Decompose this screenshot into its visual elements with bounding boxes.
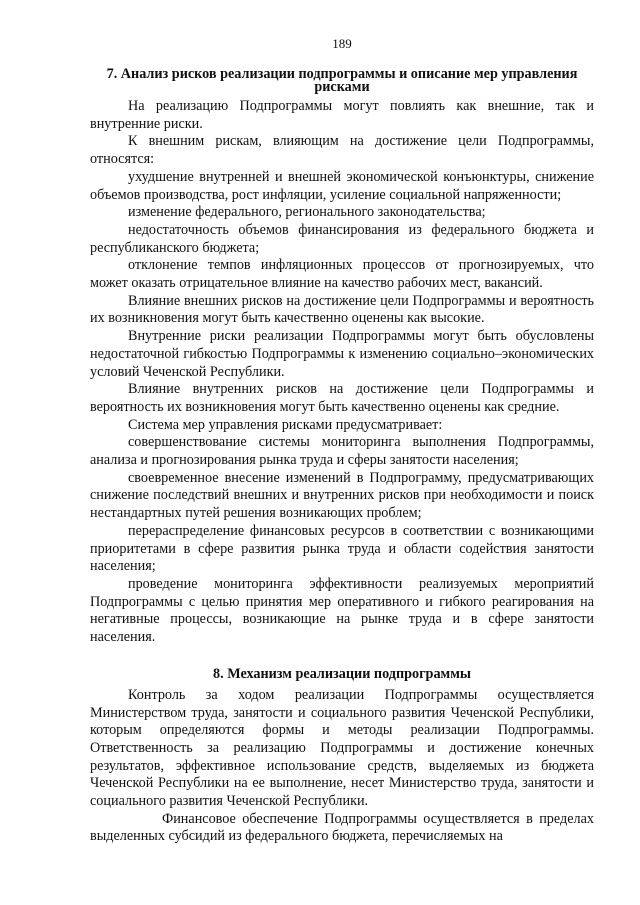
section-7-heading: 7. Анализ рисков реализации подпрограммы и описание мер управления рисками [106,66,578,95]
section-8-paragraph-2: Финансовое обеспечение Подпрограммы осуществляется в пределах выделенных субсидий из федерального бюджета, перечисляемых на [90,810,594,845]
section-7-paragraph-7: Влияние внешних рисков на достижение цели Подпрограммы и вероятность их возникновения могут быть качественно оценены как высокие. [90,292,594,327]
section-7-paragraph-10: Система мер управления рисками предусматривает: [128,416,443,433]
section-7-paragraph-11: совершенствование системы мониторинга выполнения Подпрограммы, анализа и прогнозирования рынка труда и сферы занятости населения; [90,434,594,469]
section-8-heading: 8. Механизм реализации подпрограммы [213,665,471,682]
section-7-paragraph-12: своевременное внесение изменений в Подпрограмму, предусматривающих снижение последствий внешних и внутренних рисков при необходимости и поиск нестандартных путей решения возникающих проблем; [90,469,594,522]
document-page [90,36,594,846]
section-7-paragraph-9: Влияние внутренних рисков на достижение цели Подпрограммы и вероятность их возникновения могут быть качественно оценены как средние. [90,381,594,415]
page-number: 189 [332,36,352,51]
section-7-paragraph-14: проведение мониторинга эффективности реализуемых мероприятий Подпрограммы с целью принятия мер оперативного и гибкого реагирования на негативные процессы, возникающие на рынке труда и в сфере занятости населения. [90,575,594,646]
section-7-paragraph-8: Внутренние риски реализации Подпрограммы могут быть обусловлены недостаточной гибкостью Подпрограммы к изменению социально–экономических условий Чеченской Республики. [90,328,594,380]
section-7-paragraph-13: перераспределение финансовых ресурсов в соответствии с возникающими приоритетами в сфере развития рынка труда и области содействия занятости населения; [90,522,594,575]
section-7-paragraph-5: недостаточность объемов финансирования из федерального бюджета и республиканского бюджета; [90,221,594,256]
section-7-paragraph-2: К внешним рискам, влияющим на достижение цели Подпрограммы, относятся: [90,133,594,168]
section-7-paragraph-3: ухудшение внутренней и внешней экономической конъюнктуры, снижение объемов производства, рост инфляции, усиление социальной напряженности; [90,168,594,203]
section-7-paragraph-4: изменение федерального, регионального законодательства; [128,204,486,221]
section-8-paragraph-1: Контроль за ходом реализации Подпрограммы осуществляется Министерством труда, занятости и социального развития Чеченской Республики, которым определяются формы и методы реализации Подпрограммы. Ответственность за реализацию Подпрограммы и достижение конечных результатов, эффективное использование средств, выделяемых из бюджета Чеченской Республики на ее выполнение, несет Министерство труда, занятости и социального развития Чеченской Республики. [90,686,594,810]
section-7-paragraph-1: На реализацию Подпрограммы могут повлиять как внешние, так и внутренние риски. [90,98,594,132]
section-7-paragraph-6: отклонение темпов инфляционных процессов от прогнозируемых, что может оказать отрицательное влияние на качество рабочих мест, вакансий. [90,257,594,292]
